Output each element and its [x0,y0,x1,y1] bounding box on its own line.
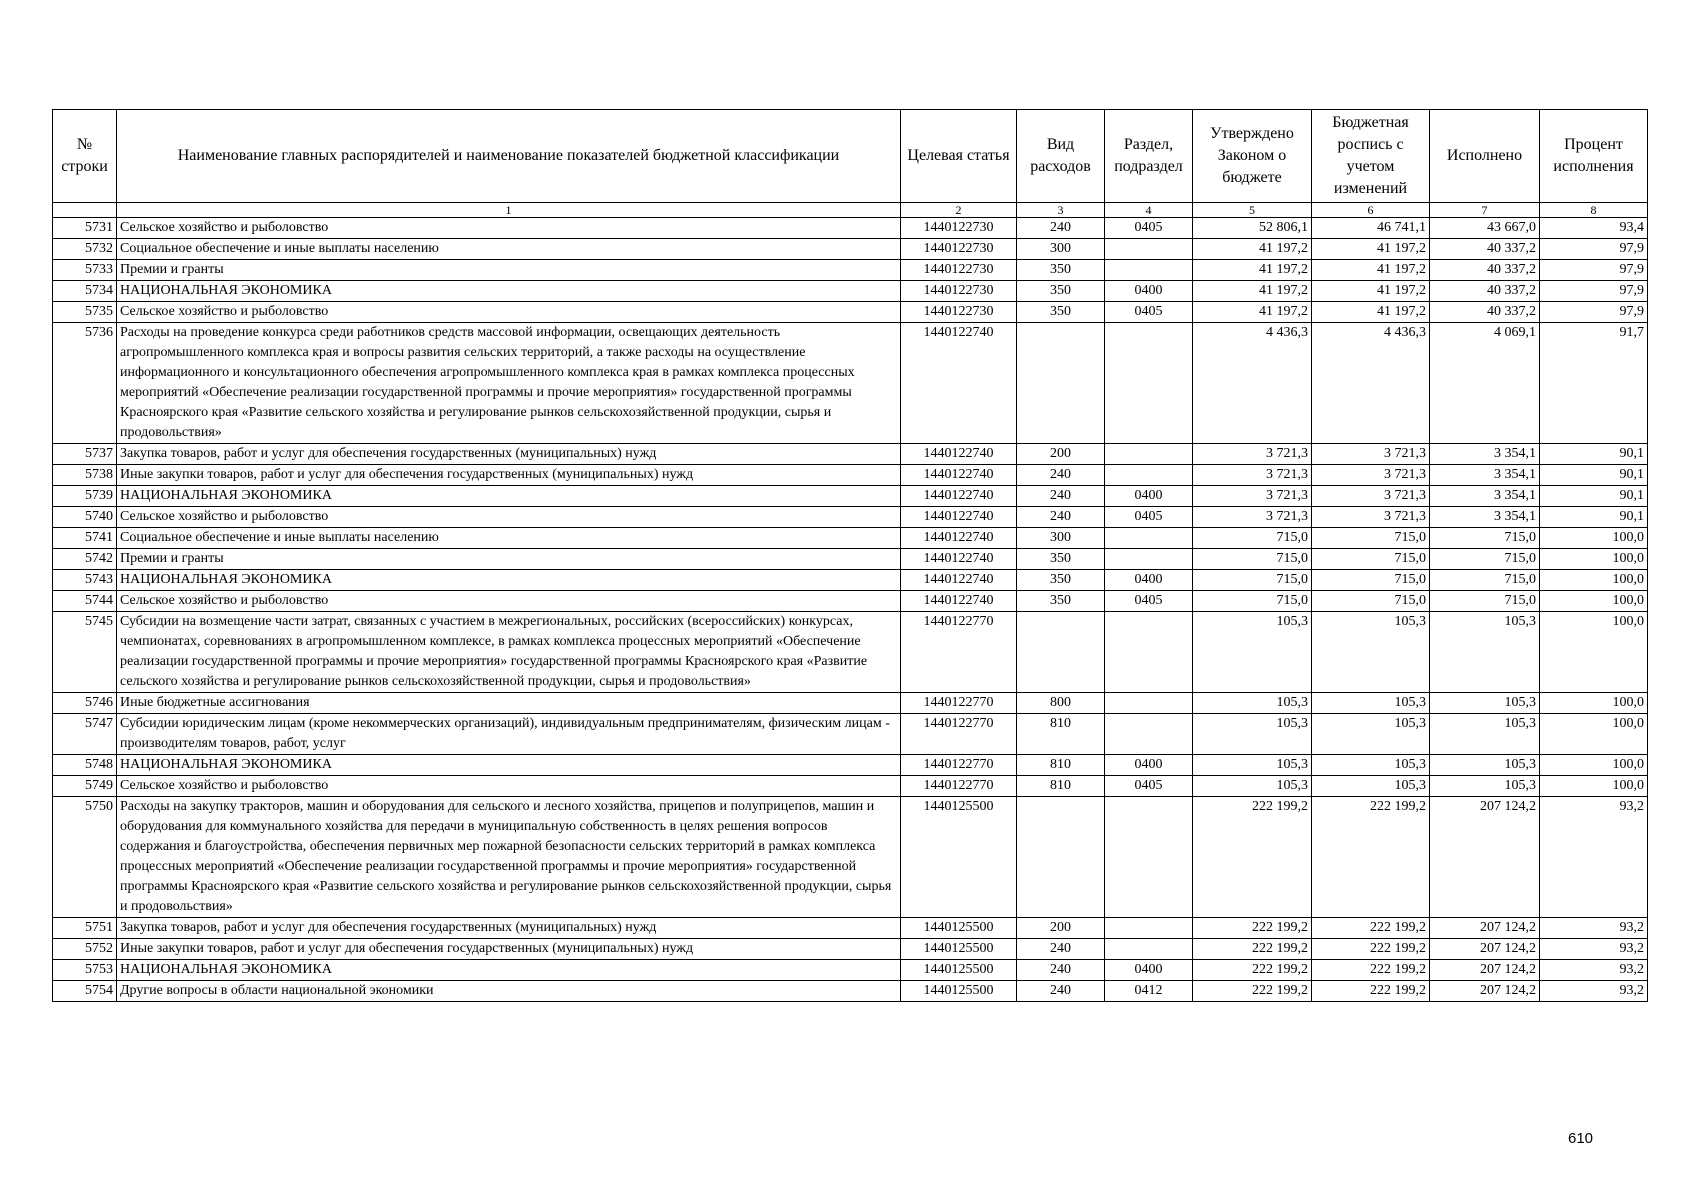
row-approved: 715,0 [1193,570,1312,591]
row-percent: 100,0 [1540,714,1648,755]
row-target-article: 1440122770 [901,693,1017,714]
row-budget-schedule: 105,3 [1312,776,1430,797]
row-budget-schedule: 715,0 [1312,591,1430,612]
row-target-article: 1440122730 [901,302,1017,323]
row-number: 5737 [53,444,117,465]
row-expense-type: 240 [1017,939,1105,960]
row-approved: 222 199,2 [1193,918,1312,939]
row-section [1105,693,1193,714]
row-percent: 93,4 [1540,218,1648,239]
row-approved: 105,3 [1193,714,1312,755]
row-budget-schedule: 222 199,2 [1312,797,1430,918]
row-section [1105,465,1193,486]
row-percent: 93,2 [1540,960,1648,981]
row-expense-type: 800 [1017,693,1105,714]
row-executed: 40 337,2 [1430,302,1540,323]
header-row [53,110,1648,203]
row-target-article: 1440122730 [901,260,1017,281]
row-number: 5735 [53,302,117,323]
budget-execution-table [52,109,1648,1002]
row-name: НАЦИОНАЛЬНАЯ ЭКОНОМИКА [117,281,901,302]
row-section [1105,549,1193,570]
row-expense-type [1017,323,1105,444]
table-row [53,939,1648,960]
row-budget-schedule: 46 741,1 [1312,218,1430,239]
row-percent: 97,9 [1540,260,1648,281]
row-name: Закупка товаров, работ и услуг для обеспечения государственных (муниципальных) нужд [117,918,901,939]
row-target-article: 1440125500 [901,960,1017,981]
row-approved: 3 721,3 [1193,486,1312,507]
table-row [53,302,1648,323]
row-executed: 3 354,1 [1430,507,1540,528]
row-expense-type: 240 [1017,981,1105,1002]
row-budget-schedule: 3 721,3 [1312,507,1430,528]
column-number: 5 [1193,203,1312,218]
row-expense-type: 350 [1017,281,1105,302]
row-section [1105,939,1193,960]
row-expense-type: 350 [1017,302,1105,323]
row-number: 5747 [53,714,117,755]
row-executed: 715,0 [1430,570,1540,591]
row-name: Иные бюджетные ассигнования [117,693,901,714]
row-section: 0405 [1105,302,1193,323]
row-approved: 41 197,2 [1193,281,1312,302]
row-number: 5736 [53,323,117,444]
row-section [1105,714,1193,755]
row-approved: 222 199,2 [1193,939,1312,960]
row-percent: 91,7 [1540,323,1648,444]
row-executed: 207 124,2 [1430,918,1540,939]
table-row [53,714,1648,755]
row-name: НАЦИОНАЛЬНАЯ ЭКОНОМИКА [117,960,901,981]
row-percent: 93,2 [1540,797,1648,918]
row-executed: 43 667,0 [1430,218,1540,239]
row-name: Премии и гранты [117,260,901,281]
table-row [53,323,1648,444]
row-approved: 3 721,3 [1193,507,1312,528]
row-section [1105,239,1193,260]
column-number: 7 [1430,203,1540,218]
column-number: 6 [1312,203,1430,218]
row-expense-type: 240 [1017,507,1105,528]
row-target-article: 1440122770 [901,755,1017,776]
row-approved: 4 436,3 [1193,323,1312,444]
column-number: 3 [1017,203,1105,218]
row-number: 5752 [53,939,117,960]
header-budget-schedule: Бюджетная роспись с учетом изменений [1312,110,1430,203]
row-section [1105,444,1193,465]
row-name: НАЦИОНАЛЬНАЯ ЭКОНОМИКА [117,755,901,776]
row-section: 0405 [1105,218,1193,239]
table-row [53,755,1648,776]
header-approved: Утверждено Законом о бюджете [1193,110,1312,203]
table-row [53,981,1648,1002]
row-section [1105,528,1193,549]
row-number: 5753 [53,960,117,981]
row-name: Сельское хозяйство и рыболовство [117,507,901,528]
table-row [53,612,1648,693]
row-target-article: 1440125500 [901,939,1017,960]
row-section: 0400 [1105,281,1193,302]
row-name: Расходы на проведение конкурса среди работников средств массовой информации, освещающих деятельность агропромышленного комплекса края и вопросы развития сельских территорий, а также расходы на осуществление информационного и консультационного обеспечения агропромышленного комплекса края в рамках комплекса процессных мероприятий «Обеспечение реализации государственной программы и прочие мероприятия» государственной программы Красноярского края «Развитие сельского хозяйства и регулирование рынков сельскохозяйственной продукции, сырья и продовольствия» [117,323,901,444]
row-number: 5751 [53,918,117,939]
row-percent: 97,9 [1540,281,1648,302]
row-expense-type [1017,612,1105,693]
row-approved: 222 199,2 [1193,981,1312,1002]
row-number: 5742 [53,549,117,570]
row-budget-schedule: 715,0 [1312,528,1430,549]
row-budget-schedule: 3 721,3 [1312,465,1430,486]
row-executed: 715,0 [1430,528,1540,549]
table-row [53,776,1648,797]
row-section: 0400 [1105,486,1193,507]
row-budget-schedule: 3 721,3 [1312,444,1430,465]
row-percent: 100,0 [1540,755,1648,776]
table-row [53,281,1648,302]
row-approved: 715,0 [1193,549,1312,570]
row-approved: 52 806,1 [1193,218,1312,239]
row-name: Закупка товаров, работ и услуг для обеспечения государственных (муниципальных) нужд [117,444,901,465]
row-name: Социальное обеспечение и иные выплаты населению [117,239,901,260]
row-budget-schedule: 222 199,2 [1312,939,1430,960]
row-approved: 41 197,2 [1193,302,1312,323]
row-approved: 105,3 [1193,612,1312,693]
row-executed: 715,0 [1430,549,1540,570]
row-executed: 207 124,2 [1430,960,1540,981]
row-budget-schedule: 715,0 [1312,549,1430,570]
row-section: 0400 [1105,570,1193,591]
row-expense-type: 240 [1017,960,1105,981]
row-number: 5733 [53,260,117,281]
row-budget-schedule: 105,3 [1312,755,1430,776]
header-expense-type: Вид расходов [1017,110,1105,203]
row-budget-schedule: 41 197,2 [1312,281,1430,302]
row-name: Субсидии юридическим лицам (кроме некоммерческих организаций), индивидуальным предпринимателям, физическим лицам - производителям товаров, работ, услуг [117,714,901,755]
row-executed: 105,3 [1430,755,1540,776]
table-row [53,465,1648,486]
row-expense-type: 350 [1017,260,1105,281]
row-budget-schedule: 4 436,3 [1312,323,1430,444]
row-section [1105,260,1193,281]
table-row [53,239,1648,260]
row-budget-schedule: 41 197,2 [1312,260,1430,281]
row-target-article: 1440122730 [901,281,1017,302]
row-section: 0412 [1105,981,1193,1002]
row-expense-type: 810 [1017,776,1105,797]
row-section: 0405 [1105,591,1193,612]
row-name: Сельское хозяйство и рыболовство [117,776,901,797]
row-target-article: 1440125500 [901,797,1017,918]
row-percent: 100,0 [1540,612,1648,693]
row-budget-schedule: 222 199,2 [1312,918,1430,939]
row-executed: 207 124,2 [1430,981,1540,1002]
row-target-article: 1440122740 [901,486,1017,507]
row-number: 5749 [53,776,117,797]
header-executed: Исполнено [1430,110,1540,203]
row-executed: 105,3 [1430,776,1540,797]
row-expense-type: 350 [1017,549,1105,570]
table-row [53,797,1648,918]
row-expense-type: 240 [1017,218,1105,239]
row-target-article: 1440122740 [901,591,1017,612]
row-executed: 40 337,2 [1430,260,1540,281]
row-section [1105,612,1193,693]
table-row [53,918,1648,939]
row-number: 5732 [53,239,117,260]
row-target-article: 1440122740 [901,465,1017,486]
column-number: 4 [1105,203,1193,218]
row-target-article: 1440122740 [901,444,1017,465]
row-name: Иные закупки товаров, работ и услуг для обеспечения государственных (муниципальных) нужд [117,465,901,486]
row-expense-type: 300 [1017,239,1105,260]
row-percent: 100,0 [1540,570,1648,591]
row-percent: 100,0 [1540,776,1648,797]
column-number: 8 [1540,203,1648,218]
row-target-article: 1440122740 [901,549,1017,570]
row-percent: 100,0 [1540,591,1648,612]
row-budget-schedule: 41 197,2 [1312,239,1430,260]
row-section: 0400 [1105,755,1193,776]
column-number: 1 [117,203,901,218]
row-expense-type: 200 [1017,444,1105,465]
row-target-article: 1440122740 [901,323,1017,444]
table-row [53,549,1648,570]
row-budget-schedule: 41 197,2 [1312,302,1430,323]
row-percent: 93,2 [1540,918,1648,939]
row-number: 5754 [53,981,117,1002]
row-number: 5739 [53,486,117,507]
row-executed: 105,3 [1430,612,1540,693]
row-percent: 90,1 [1540,507,1648,528]
column-number-row [53,203,1648,218]
row-number: 5746 [53,693,117,714]
row-approved: 715,0 [1193,591,1312,612]
row-target-article: 1440122740 [901,570,1017,591]
row-name: Сельское хозяйство и рыболовство [117,218,901,239]
header-target-article: Целевая статья [901,110,1017,203]
row-approved: 105,3 [1193,755,1312,776]
row-executed: 3 354,1 [1430,444,1540,465]
row-executed: 40 337,2 [1430,281,1540,302]
row-approved: 41 197,2 [1193,239,1312,260]
row-executed: 105,3 [1430,714,1540,755]
row-percent: 90,1 [1540,486,1648,507]
row-target-article: 1440122740 [901,507,1017,528]
row-expense-type: 240 [1017,465,1105,486]
table-row [53,444,1648,465]
row-budget-schedule: 105,3 [1312,693,1430,714]
row-budget-schedule: 222 199,2 [1312,960,1430,981]
row-budget-schedule: 105,3 [1312,714,1430,755]
row-expense-type: 810 [1017,755,1105,776]
row-expense-type [1017,797,1105,918]
column-number [53,203,117,218]
row-section: 0405 [1105,776,1193,797]
row-target-article: 1440122740 [901,528,1017,549]
row-name: Расходы на закупку тракторов, машин и оборудования для сельского и лесного хозяйства, прицепов и полуприцепов, машин и оборудования для коммунального хозяйства для передачи в муниципальную собственность в целях решения вопросов содержания и благоустройства, обеспечения первичных мер пожарной безопасности сельских территорий в рамках комплекса процессных мероприятий «Обеспечение реализации государственной программы и прочие мероприятия» государственной программы Красноярского края «Развитие сельского хозяйства и регулирование рынков сельскохозяйственной продукции, сырья и продовольствия» [117,797,901,918]
row-number: 5750 [53,797,117,918]
row-section [1105,918,1193,939]
page-number: 610 [1568,1130,1594,1147]
row-number: 5743 [53,570,117,591]
row-target-article: 1440122770 [901,714,1017,755]
row-percent: 97,9 [1540,239,1648,260]
row-percent: 97,9 [1540,302,1648,323]
row-number: 5738 [53,465,117,486]
column-number: 2 [901,203,1017,218]
table-row [53,486,1648,507]
row-target-article: 1440125500 [901,918,1017,939]
row-percent: 100,0 [1540,693,1648,714]
row-number: 5748 [53,755,117,776]
row-expense-type: 810 [1017,714,1105,755]
row-name: Премии и гранты [117,549,901,570]
row-executed: 4 069,1 [1430,323,1540,444]
row-expense-type: 240 [1017,486,1105,507]
row-name: Сельское хозяйство и рыболовство [117,302,901,323]
row-percent: 100,0 [1540,528,1648,549]
row-percent: 90,1 [1540,444,1648,465]
row-number: 5744 [53,591,117,612]
row-expense-type: 350 [1017,570,1105,591]
header-percent: Процент исполнения [1540,110,1648,203]
row-target-article: 1440122730 [901,239,1017,260]
row-executed: 3 354,1 [1430,486,1540,507]
header-name: Наименование главных распорядителей и наименование показателей бюджетной классификации [117,110,901,203]
row-expense-type: 350 [1017,591,1105,612]
table-row [53,528,1648,549]
row-section: 0405 [1105,507,1193,528]
row-executed: 207 124,2 [1430,939,1540,960]
row-approved: 222 199,2 [1193,797,1312,918]
row-section [1105,797,1193,918]
row-section [1105,323,1193,444]
row-approved: 222 199,2 [1193,960,1312,981]
table-row [53,693,1648,714]
table-row [53,960,1648,981]
row-percent: 90,1 [1540,465,1648,486]
row-budget-schedule: 3 721,3 [1312,486,1430,507]
row-expense-type: 300 [1017,528,1105,549]
table-row [53,570,1648,591]
header-section: Раздел, подраздел [1105,110,1193,203]
row-approved: 105,3 [1193,776,1312,797]
row-target-article: 1440122770 [901,612,1017,693]
row-target-article: 1440122770 [901,776,1017,797]
row-executed: 207 124,2 [1430,797,1540,918]
row-expense-type: 200 [1017,918,1105,939]
row-approved: 105,3 [1193,693,1312,714]
row-approved: 3 721,3 [1193,444,1312,465]
row-number: 5740 [53,507,117,528]
row-name: Иные закупки товаров, работ и услуг для обеспечения государственных (муниципальных) нужд [117,939,901,960]
header-row-number: № строки [53,110,117,203]
row-executed: 3 354,1 [1430,465,1540,486]
row-executed: 715,0 [1430,591,1540,612]
row-percent: 100,0 [1540,549,1648,570]
table-row [53,507,1648,528]
row-number: 5745 [53,612,117,693]
row-target-article: 1440122730 [901,218,1017,239]
row-budget-schedule: 222 199,2 [1312,981,1430,1002]
row-name: Социальное обеспечение и иные выплаты населению [117,528,901,549]
row-number: 5741 [53,528,117,549]
table-row [53,591,1648,612]
row-number: 5731 [53,218,117,239]
row-section: 0400 [1105,960,1193,981]
row-name: НАЦИОНАЛЬНАЯ ЭКОНОМИКА [117,570,901,591]
row-approved: 3 721,3 [1193,465,1312,486]
row-target-article: 1440125500 [901,981,1017,1002]
row-percent: 93,2 [1540,939,1648,960]
table-row [53,260,1648,281]
row-name: Субсидии на возмещение части затрат, связанных с участием в межрегиональных, российских (всероссийских) конкурсах, чемпионатах, соревнованиях в агропромышленном комплексе, в рамках комплекса процессных мероприятий «Обеспечение реализации государственной программы и прочие мероприятия» государственной программы Красноярского края «Развитие сельского хозяйства и регулирование рынков сельскохозяйственной продукции, сырья и продовольствия» [117,612,901,693]
table-body [53,203,1648,1002]
row-budget-schedule: 105,3 [1312,612,1430,693]
row-number: 5734 [53,281,117,302]
row-name: Сельское хозяйство и рыболовство [117,591,901,612]
row-executed: 105,3 [1430,693,1540,714]
row-percent: 93,2 [1540,981,1648,1002]
row-budget-schedule: 715,0 [1312,570,1430,591]
row-approved: 41 197,2 [1193,260,1312,281]
row-approved: 715,0 [1193,528,1312,549]
table-row [53,218,1648,239]
row-name: НАЦИОНАЛЬНАЯ ЭКОНОМИКА [117,486,901,507]
row-name: Другие вопросы в области национальной экономики [117,981,901,1002]
row-executed: 40 337,2 [1430,239,1540,260]
